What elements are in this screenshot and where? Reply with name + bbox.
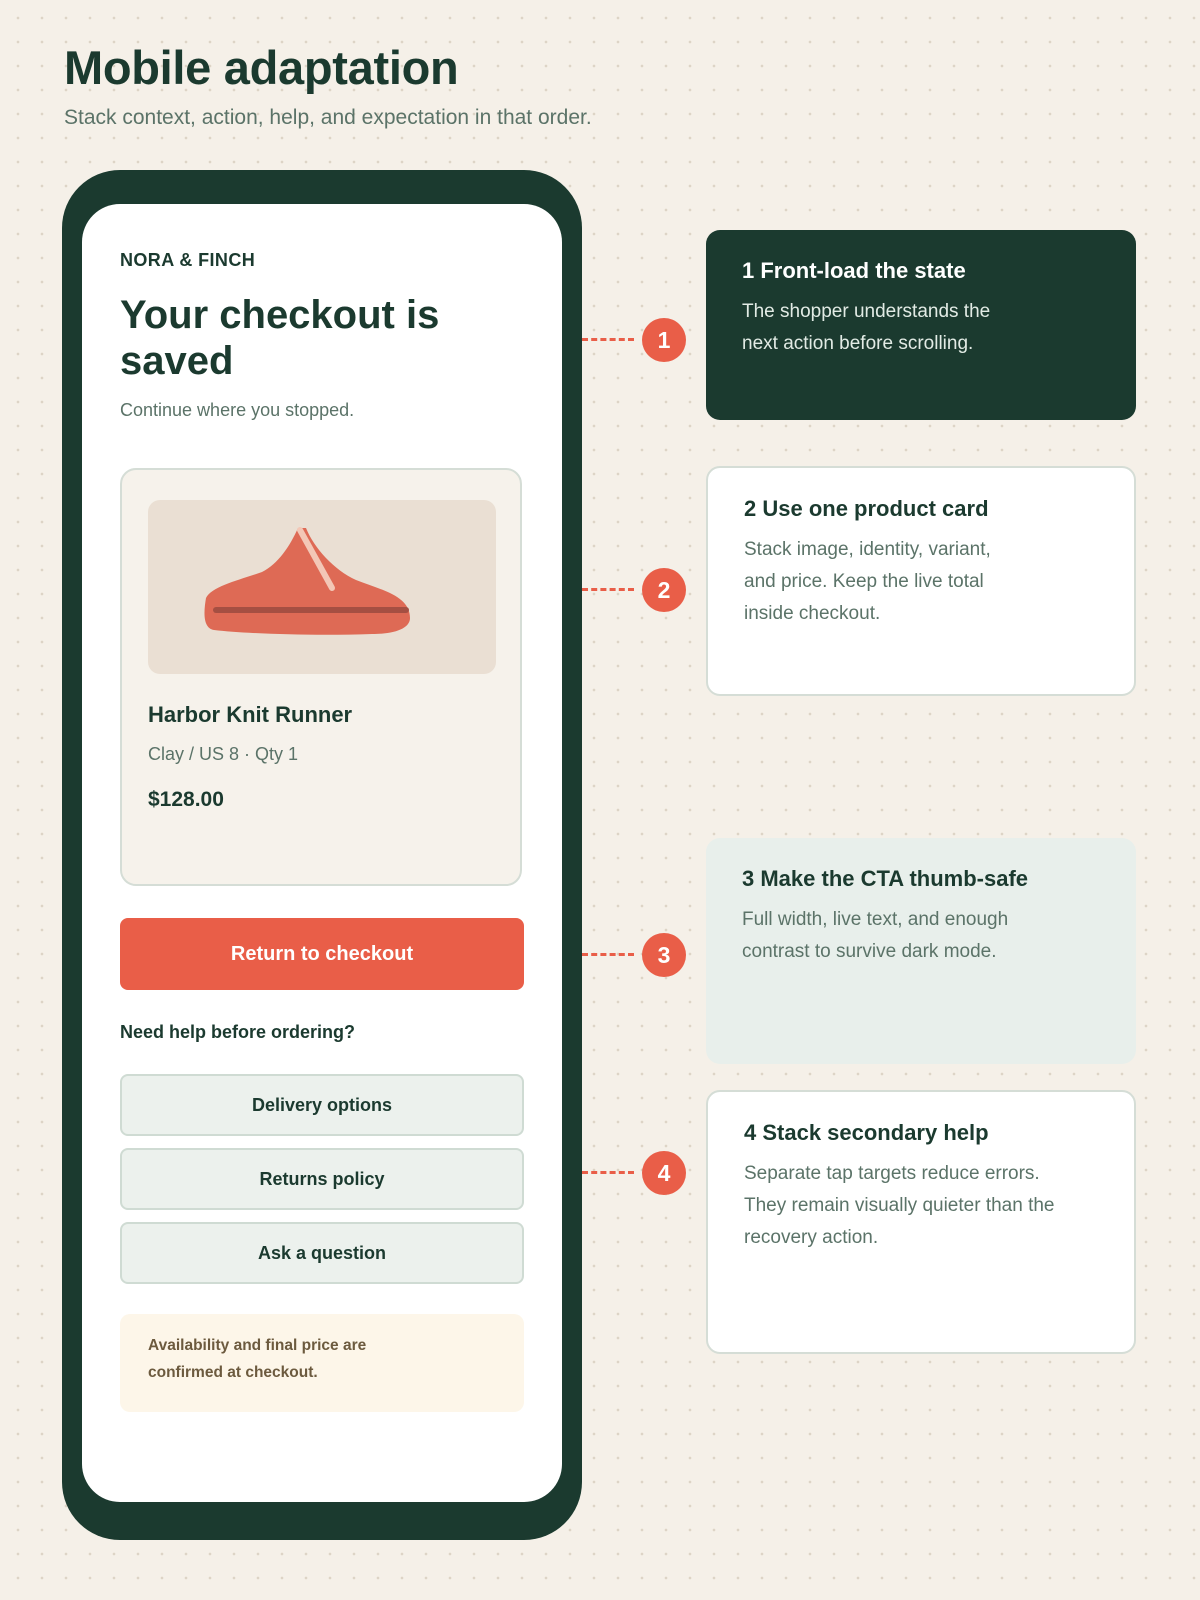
- product-image: [148, 500, 496, 674]
- returns-policy-button[interactable]: Returns policy: [120, 1148, 524, 1210]
- product-card[interactable]: [120, 468, 522, 886]
- connector-4: [582, 1171, 634, 1174]
- callout-title-3: 3 Make the CTA thumb-safe: [742, 866, 1029, 891]
- callout-body-4: Separate tap targets reduce errors. They remain visually quieter than the recovery action.: [744, 1163, 1055, 1248]
- checkout-note-text: Availability and final price are confirmed at checkout.: [148, 1337, 367, 1381]
- connector-1: [582, 338, 634, 341]
- callout-body-3: Full width, live text, and enough contrast to survive dark mode.: [742, 909, 1009, 962]
- callout-badge-1: 1: [642, 318, 686, 362]
- phone-frame: [62, 170, 582, 1540]
- callout-card-3: [706, 838, 1136, 1064]
- callout-body-1: The shopper understands the next action before scrolling.: [742, 301, 991, 354]
- delivery-options-button[interactable]: Delivery options: [120, 1074, 524, 1136]
- checkout-saved-subtitle: Continue where you stopped.: [120, 400, 355, 420]
- page-title: Mobile adaptation: [64, 41, 459, 94]
- phone-screen: [82, 204, 562, 1502]
- brand-name: NORA & FINCH: [120, 250, 256, 270]
- connector-2: [582, 588, 634, 591]
- callout-badge-4: 4: [642, 1151, 686, 1195]
- checkout-saved-title: Your checkout is saved: [120, 293, 440, 383]
- callout-title-2: 2 Use one product card: [744, 496, 989, 521]
- product-name: Harbor Knit Runner: [148, 702, 353, 727]
- callout-card-4: [706, 1090, 1136, 1354]
- checkout-note: [120, 1314, 524, 1412]
- callout-card-2: [706, 466, 1136, 696]
- help-heading: Need help before ordering?: [120, 1022, 356, 1042]
- callout-badge-3: 3: [642, 933, 686, 977]
- page-subtitle: Stack context, action, help, and expectation in that order.: [64, 106, 592, 129]
- callout-badge-2: 2: [642, 568, 686, 612]
- callout-card-1: [706, 230, 1136, 420]
- shoe-icon: [148, 500, 496, 674]
- ask-question-button[interactable]: Ask a question: [120, 1222, 524, 1284]
- callout-body-2: Stack image, identity, variant, and price. Keep the live total inside checkout.: [744, 539, 991, 624]
- connector-3: [582, 953, 634, 956]
- return-to-checkout-button[interactable]: Return to checkout: [120, 918, 524, 990]
- callout-title-4: 4 Stack secondary help: [744, 1120, 989, 1145]
- callout-title-1: 1 Front-load the state: [742, 258, 966, 283]
- product-variant: Clay / US 8 · Qty 1: [148, 744, 299, 764]
- product-price: $128.00: [148, 788, 224, 811]
